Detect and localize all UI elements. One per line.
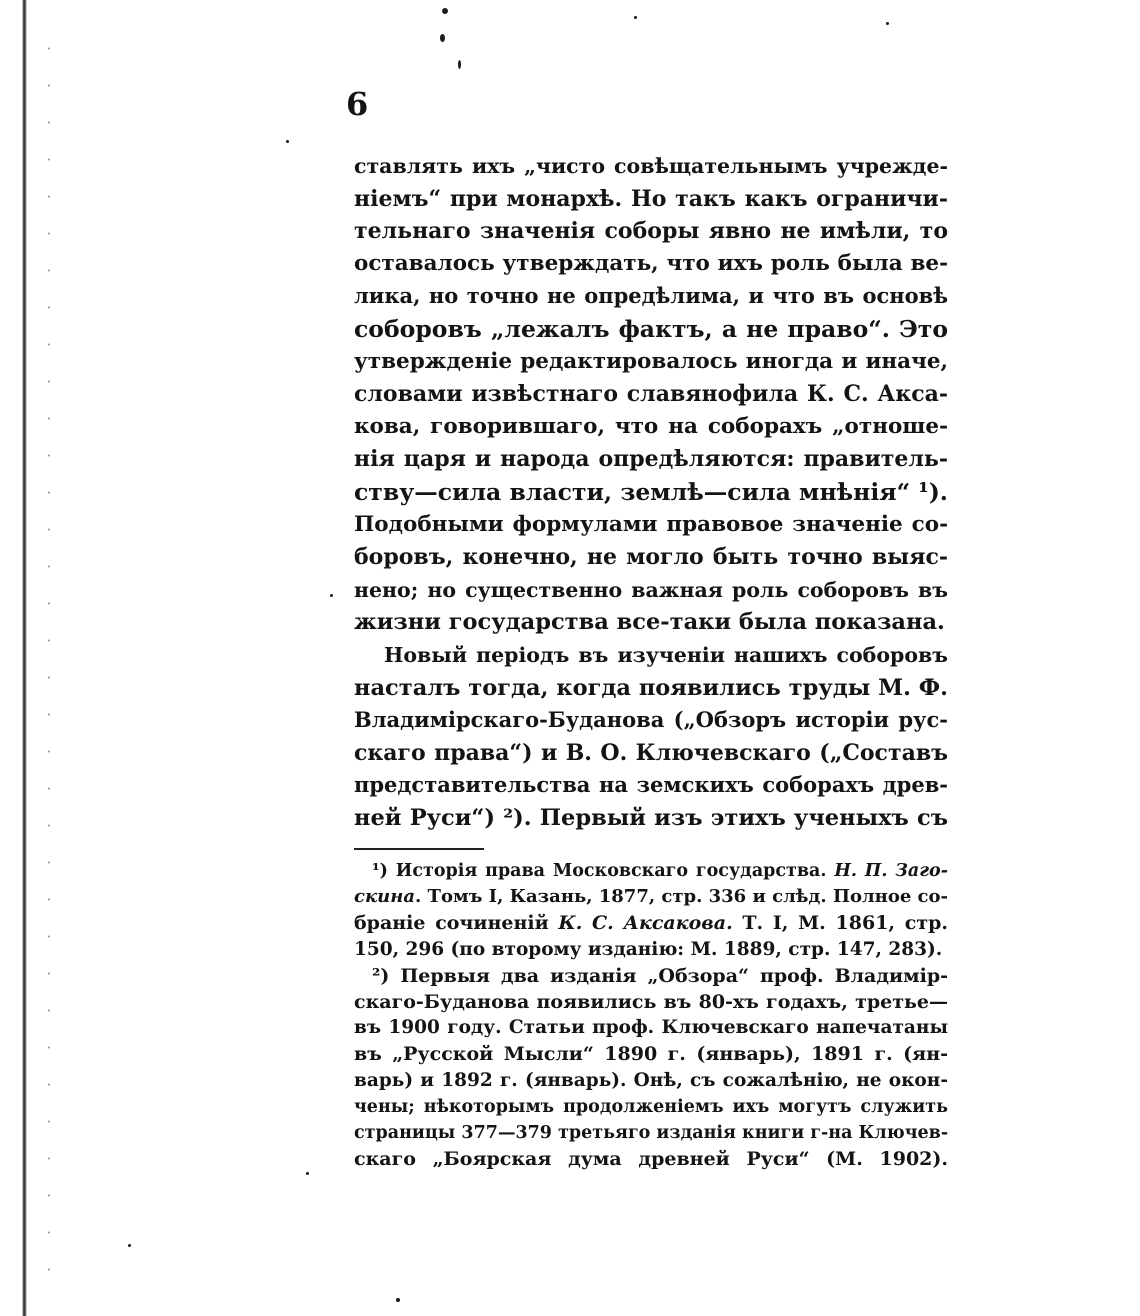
text-line: ніемъ“ при монархѣ. Но такъ какъ ограничи- — [354, 185, 948, 212]
footnote-divider — [354, 848, 484, 850]
scan-speck — [458, 60, 461, 69]
scan-speck — [442, 8, 448, 14]
author-name: К. С. Аксакова. — [558, 912, 733, 935]
scan-noise — [44, 30, 58, 1300]
text-line: боровъ, конечно, не могло быть точно выяс- — [354, 544, 948, 571]
footnote-2 — [354, 963, 948, 1173]
text-line: Подобными формулами правовое значеніе со- — [354, 511, 948, 537]
binding-edge — [22, 0, 27, 1316]
paragraph-1 — [354, 150, 948, 639]
scan-speck — [306, 1172, 309, 1175]
text-line: тельнаго значенія соборы явно не имѣли, то — [354, 218, 948, 245]
text-line: ставлять ихъ „чисто совѣщательнымъ учрежде- — [354, 154, 948, 178]
main-text-column — [354, 150, 948, 834]
footnote-line: чены; нѣкоторымъ продолженіемъ ихъ могутъ служить — [354, 1096, 948, 1117]
author-name: скина — [354, 886, 416, 908]
text-line: Новый періодъ въ изученіи нашихъ соборовъ — [384, 642, 948, 667]
scan-speck — [330, 594, 333, 597]
text-line: словами извѣстнаго славянофила К. С. Акса- — [354, 381, 948, 408]
scan-speck — [286, 140, 289, 143]
text-line: оставалось утверждать, что ихъ роль была ве- — [354, 250, 948, 276]
text-line: нено; но существенно важная роль соборовъ въ — [354, 577, 948, 602]
text-line: нія царя и народа опредѣляются: правитель- — [354, 446, 948, 473]
scan-speck — [886, 22, 889, 25]
text-line: скаго права“) и В. О. Ключевскаго („Составъ — [354, 739, 948, 766]
text-line: утвержденіе редактировалось иногда и иначе, — [354, 348, 948, 374]
text-line: представительства на земскихъ соборахъ древ- — [354, 772, 948, 798]
page-number: 6 — [346, 85, 369, 123]
footnote-line: браніе сочиненій К. С. Аксакова. Т. I, М. 1861, стр. — [354, 912, 949, 935]
footnote-1 — [354, 858, 948, 963]
footnotes — [354, 858, 948, 1172]
scan-speck — [634, 16, 637, 19]
scan-speck — [440, 34, 445, 42]
paragraph-2 — [354, 639, 948, 835]
text-line: Владимірскаго-Буданова („Обзоръ исторіи рус- — [354, 707, 948, 733]
text-line: соборовъ „лежалъ фактъ, а не право“. Это — [354, 314, 948, 343]
text-line: насталъ тогда, когда появились труды М. Ф. — [354, 674, 948, 701]
footnote-line: скина. Томъ I, Казань, 1877, стр. 336 и слѣд. Полное со- — [354, 886, 948, 908]
text-line: ству—сила власти, землѣ—сила мнѣнія“ ¹). — [354, 477, 948, 506]
footnote-line: ²) Первыя два изданія „Обзора“ проф. Владимір- — [372, 964, 948, 987]
footnote-line: ¹) Исторія права Московскаго государства. Н. П. Заго- — [372, 861, 948, 881]
footnote-line: варь) и 1892 г. (январь). Онѣ, съ сожалѣнію, не окон- — [354, 1069, 948, 1091]
footnote-line: скаго-Буданова появились въ 80-хъ годахъ, третье— — [354, 990, 948, 1013]
text-line: ней Руси“) ²). Первый изъ этихъ ученыхъ съ — [354, 804, 948, 831]
footnote-line: скаго „Боярская дума древней Руси“ (М. 1902). — [354, 1148, 948, 1171]
scan-speck — [128, 1244, 131, 1247]
footnote-line: страницы 377—379 третьяго изданія книги г-на Ключев- — [354, 1122, 949, 1143]
text-line: жизни государства все-таки была показана. — [354, 609, 945, 636]
footnote-line: въ „Русской Мысли“ 1890 г. (январь), 1891 г. (ян- — [354, 1043, 948, 1066]
footnote-line: 150, 296 (по второму изданію: М. 1889, стр. 147, 283). — [354, 938, 943, 960]
text-line: лика, но точно не опредѣлима, и что въ основѣ — [354, 283, 948, 309]
footnote-line: въ 1900 году. Статьи проф. Ключевскаго напечатаны — [354, 1017, 948, 1039]
author-name: Н. П. Заго- — [834, 861, 948, 881]
text-line: кова, говорившаго, что на соборахъ „отноше- — [354, 413, 948, 439]
scan-speck — [396, 1298, 400, 1302]
